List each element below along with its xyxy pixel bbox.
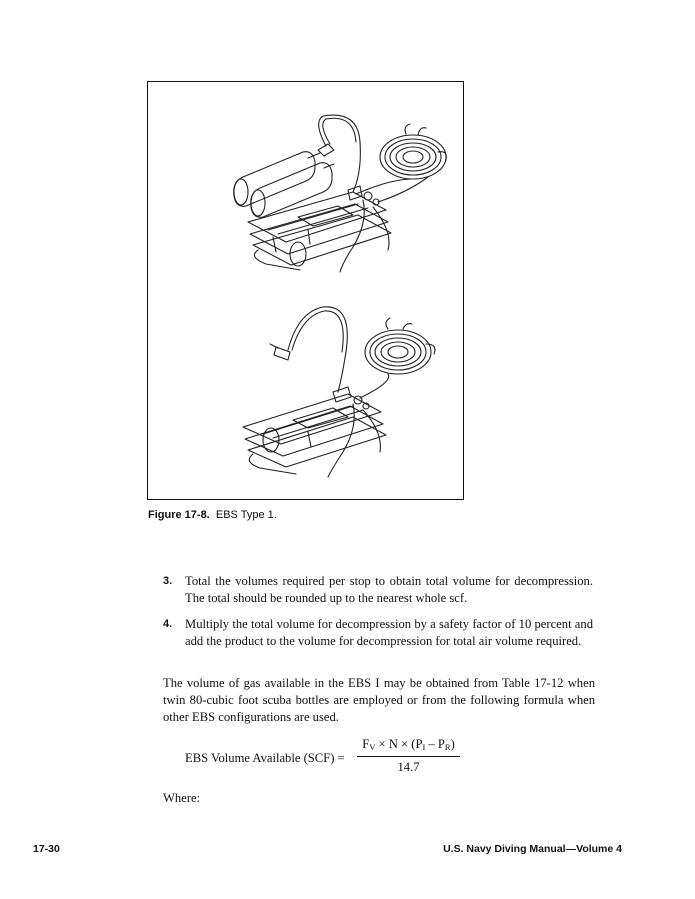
formula-minus-p: – P: [425, 737, 445, 751]
figure-caption-text: EBS Type 1.: [215, 509, 277, 521]
formula-fraction: [357, 737, 460, 775]
figure-caption-label: Figure 17-8.: [148, 509, 210, 521]
step-text: Multiply the total volume for decompression by a safety factor of 10 percent and add the product to the volume for decompression for total air volume required.: [185, 617, 593, 648]
formula-times-n: × N × (P: [375, 737, 423, 751]
lower-ebs-assembly: [243, 307, 435, 477]
step-4: [163, 616, 593, 650]
ebs-type-1-harness-illustration-icon: [148, 82, 465, 501]
formula-pr-sub: R: [444, 742, 451, 752]
where-label: Where:: [163, 791, 201, 805]
step-number: 3.: [163, 575, 173, 587]
upper-ebs-assembly: [234, 115, 447, 272]
step-text: Total the volumes required per stop to obtain total volume for decompression. The total should be rounded up to the nearest whole scf.: [185, 574, 593, 605]
formula-close: ): [450, 737, 455, 751]
manual-title: U.S. Navy Diving Manual—Volume 4: [443, 843, 622, 855]
formula-numerator: [357, 737, 460, 754]
formula-f: F: [362, 737, 370, 751]
fraction-bar: [357, 756, 460, 757]
page-number: 17-30: [33, 843, 60, 855]
figure-caption: [148, 509, 277, 521]
formula-lhs: EBS Volume Available (SCF) =: [185, 751, 345, 765]
formula-denominator: 14.7: [397, 760, 420, 774]
figure-frame: [147, 81, 464, 500]
step-3: [163, 573, 593, 607]
formula-f-sub: V: [369, 742, 376, 752]
step-number: 4.: [163, 618, 173, 630]
formula-p1-sub: I: [422, 742, 426, 752]
body-paragraph: The volume of gas available in the EBS I may be obtained from Table 17-12 when twin 80-cubic foot scuba bottles are employed or from the following formula when other EBS configurations are used.: [163, 676, 595, 724]
